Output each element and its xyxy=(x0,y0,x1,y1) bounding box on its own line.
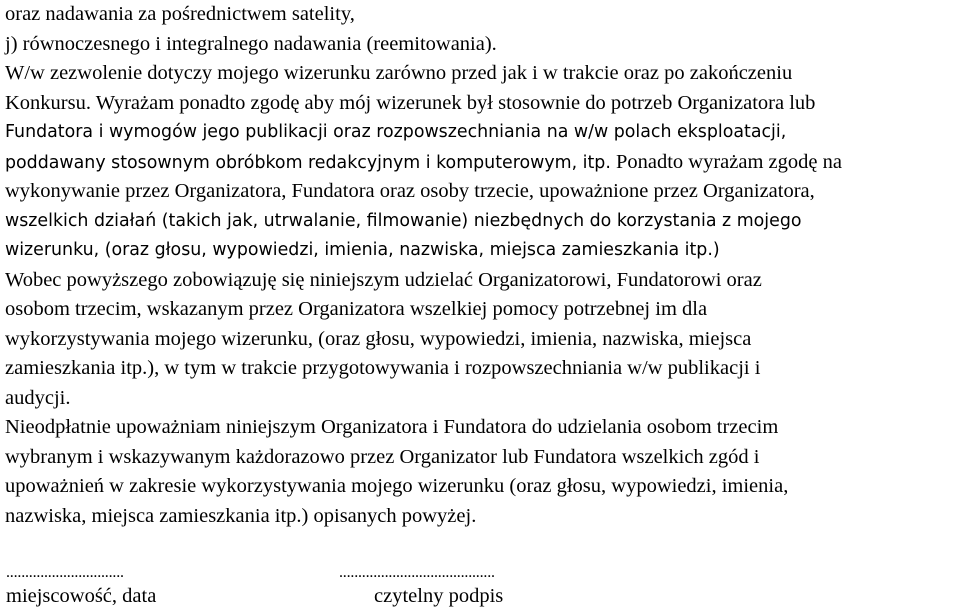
text-line-9: wizerunku, (oraz głosu, wypowiedzi, imienia, nazwiska, miejsca zamieszkania itp.) xyxy=(5,240,720,260)
place-date-dotted-line: ............................... xyxy=(6,564,124,581)
text-line-6 xyxy=(5,148,957,178)
place-date-label: miejscowość, data xyxy=(6,585,157,607)
text-line-17: upoważnień w zakresie wykorzystywania mojego wizerunku (oraz głosu, wypowiedzi, imienia, xyxy=(5,475,789,497)
text-line-8: wszelkich działań (takich jak, utrwalanie, filmowanie) niezbędnych do korzystania z mojego xyxy=(5,210,802,231)
document-body xyxy=(5,0,957,531)
text-line-3: W/w zezwolenie dotyczy mojego wizerunku zarówno przed jak i w trakcie oraz po zakończeniu xyxy=(5,62,793,84)
signature-label: czytelny podpis xyxy=(374,585,504,607)
text-line-16: wybranym i wskazywanym każdorazowo przez Organizator lub Fundatora wszelkich zgód i xyxy=(5,445,760,468)
text-line-15: Nieodpłatnie upoważniam niniejszym Organizatora i Fundatora do udzielania osobom trzecim xyxy=(5,416,779,438)
text-line-1: oraz nadawania za pośrednictwem satelity, xyxy=(5,3,355,25)
text-line-10: Wobec powyższego zobowiązuję się niniejszym udzielać Organizatorowi, Fundatorowi oraz xyxy=(5,268,762,291)
text-line-2: j) równoczesnego i integralnego nadawania (reemitowania). xyxy=(5,32,497,55)
text-line-13: zamieszkania itp.), w tym w trakcie przygotowywania i rozpowszechniania w/w publikacji i xyxy=(5,357,761,379)
text-line-4: Konkursu. Wyrażam ponadto zgodę aby mój wizerunek był stosownie do potrzeb Organizatora lub xyxy=(5,91,816,114)
text-line-6-sans-part: poddawany stosownym obróbkom redakcyjnym i komputerowym, itp. xyxy=(5,152,611,173)
text-line-6-serif-part: Ponadto wyrażam zgodę na xyxy=(610,150,842,173)
signature-dotted-line: ......................................... xyxy=(339,564,495,581)
text-line-7: wykonywanie przez Organizatora, Fundatora oraz osoby trzecie, upoważnione przez Organizatora, xyxy=(5,180,815,202)
text-line-18: nazwiska, miejsca zamieszkania itp.) opisanych powyżej. xyxy=(5,504,477,527)
text-line-11: osobom trzecim, wskazanym przez Organizatora wszelkiej pomocy potrzebnej im dla xyxy=(5,298,708,320)
text-line-12: wykorzystywania mojego wizerunku, (oraz głosu, wypowiedzi, imienia, nazwiska, miejsca xyxy=(5,327,752,350)
text-line-14: audycji. xyxy=(5,386,71,409)
text-line-5: Fundatora i wymogów jego publikacji oraz rozpowszechniania na w/w polach eksploatacji, xyxy=(5,122,787,142)
